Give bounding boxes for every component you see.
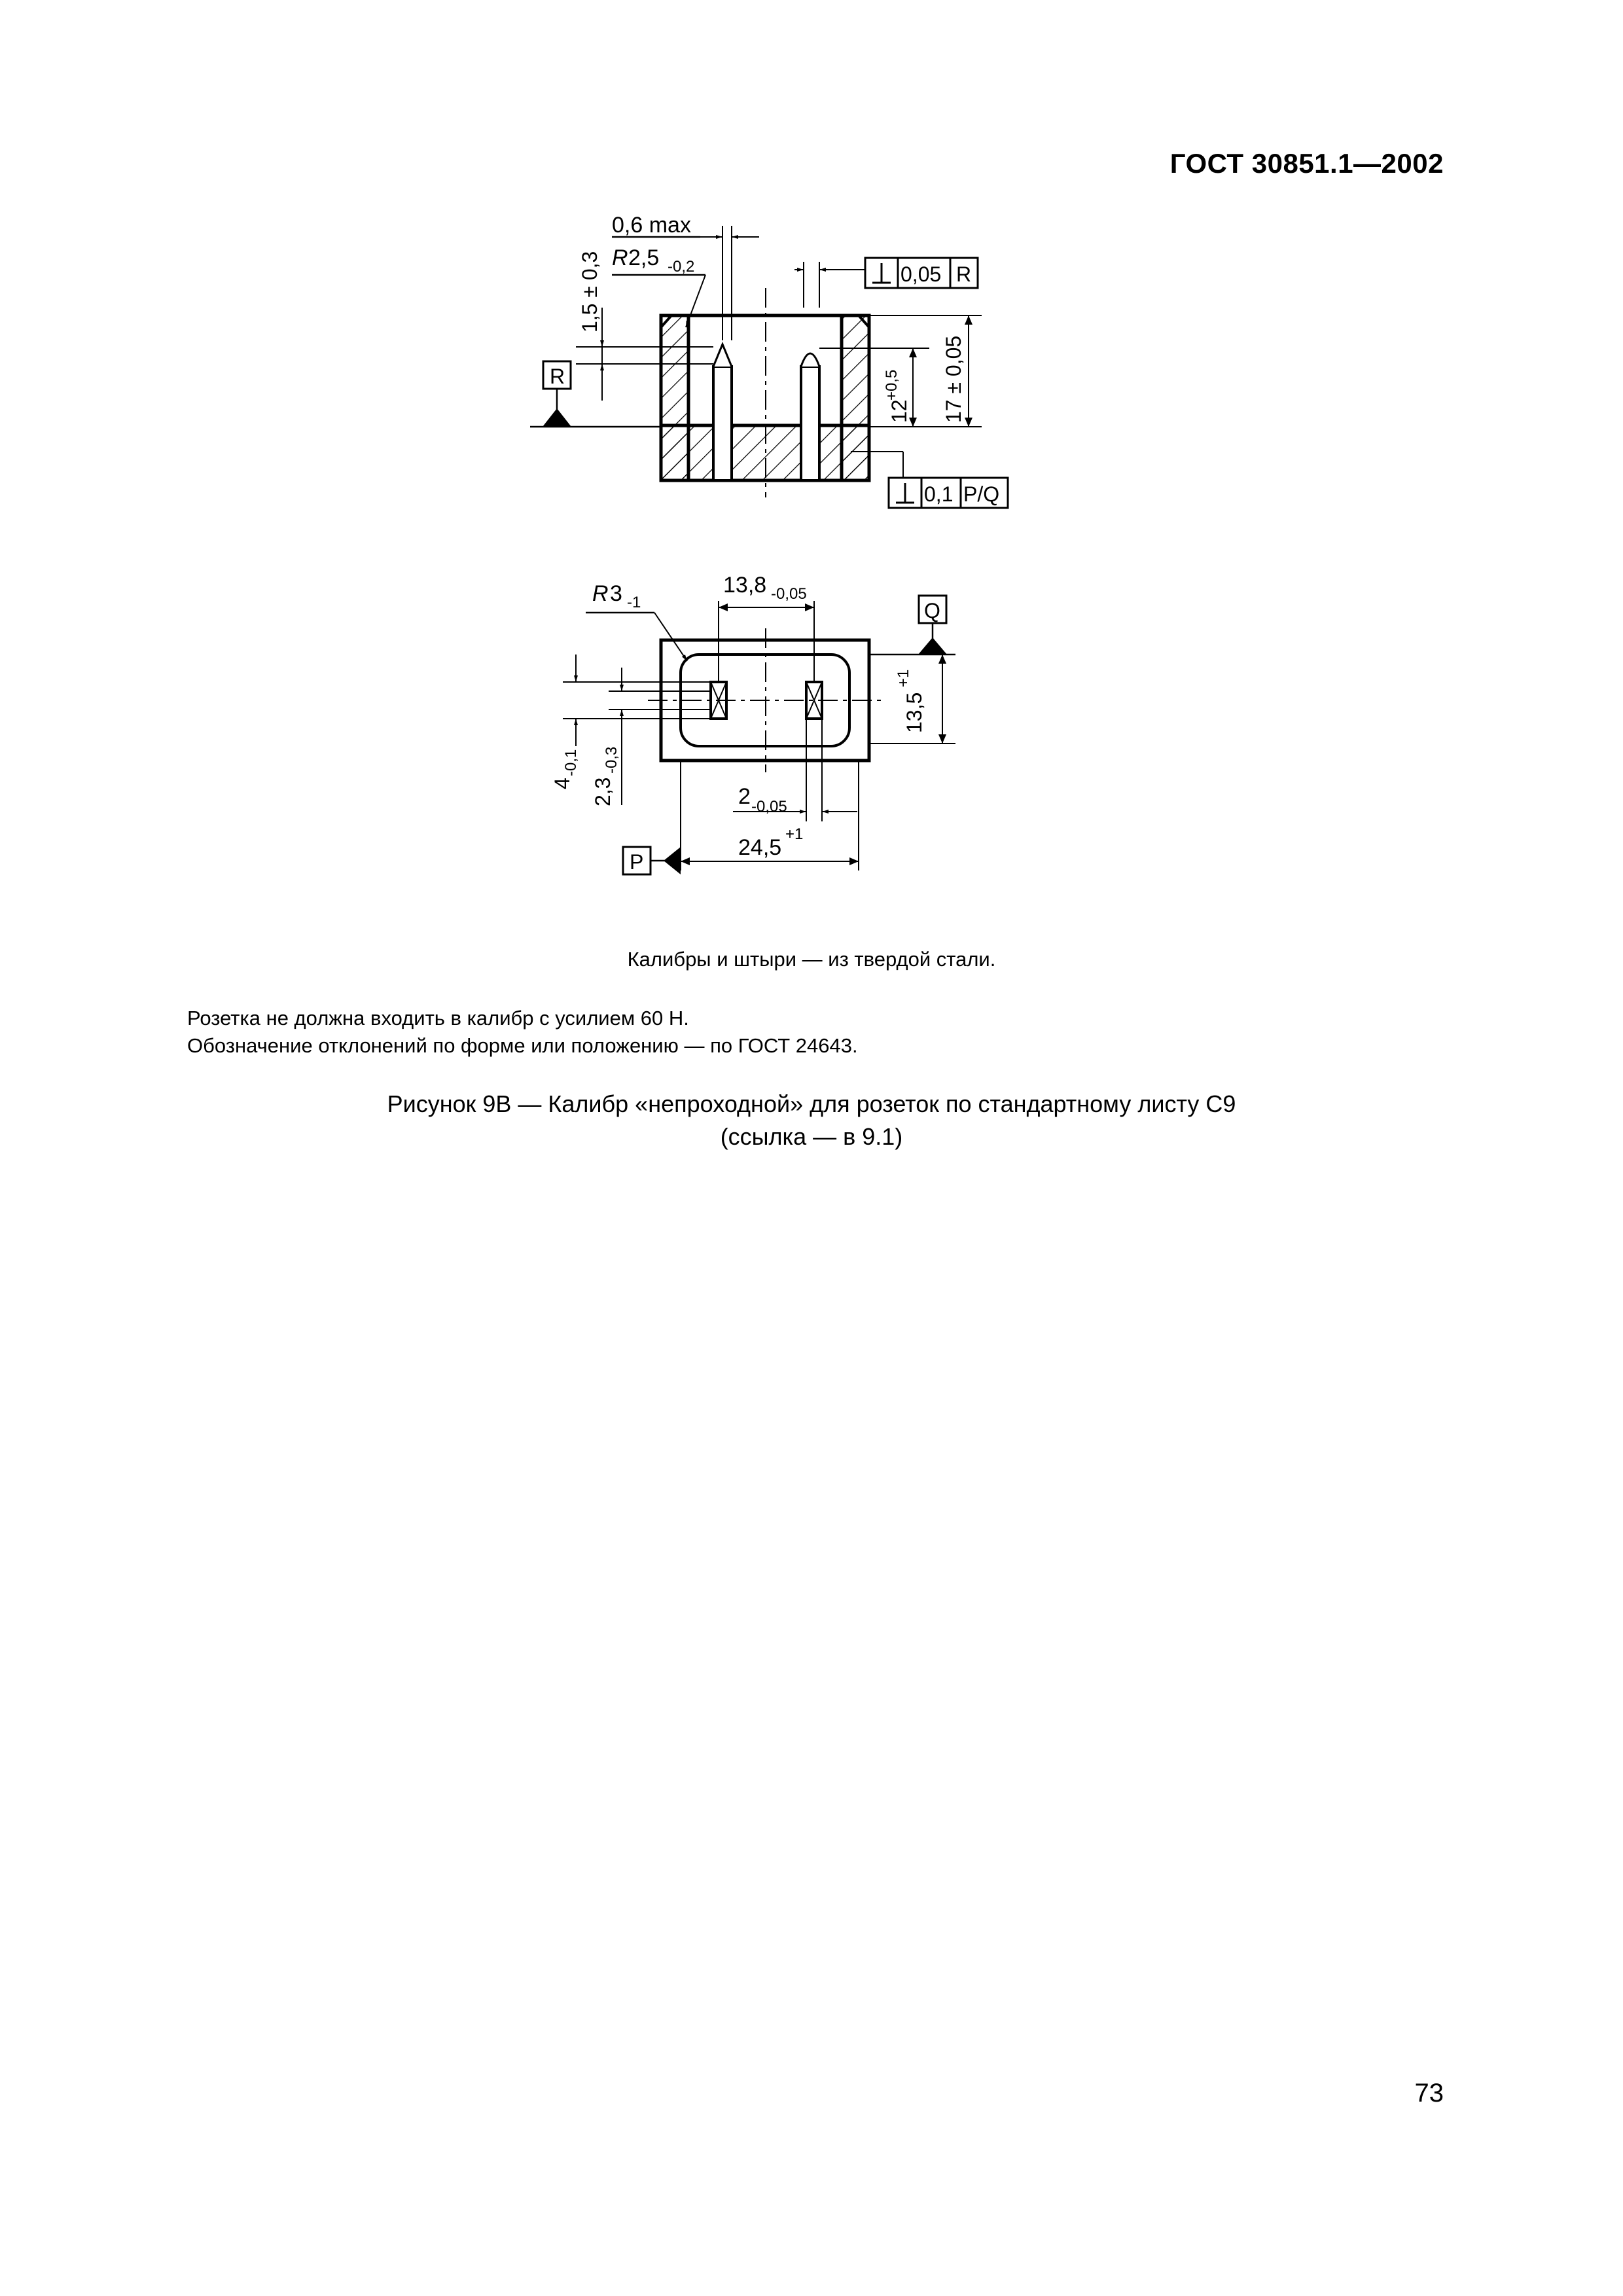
figure-caption-title: Рисунок 9В — Калибр «непроходной» для розеток по стандартному листу С9 bbox=[387, 1090, 1236, 1117]
svg-text:-0,05: -0,05 bbox=[751, 798, 787, 816]
material-note: Калибры и штыри — из твердой стали. bbox=[627, 948, 996, 971]
tolerance-frame-perp-pq bbox=[851, 452, 1008, 508]
svg-text:13,5: 13,5 bbox=[902, 692, 926, 733]
svg-text:4: 4 bbox=[550, 778, 574, 789]
svg-text:13,8: 13,8 bbox=[723, 573, 767, 598]
datum-p bbox=[623, 847, 681, 874]
svg-text:P: P bbox=[630, 850, 644, 874]
svg-text:17 ± 0,05: 17 ± 0,05 bbox=[942, 335, 965, 423]
svg-text:3: 3 bbox=[610, 581, 622, 606]
dim-24-5 bbox=[681, 761, 859, 870]
svg-text:R: R bbox=[956, 262, 972, 286]
gauge-section-body bbox=[661, 288, 869, 497]
document-standard-header: ГОСТ 30851.1—2002 bbox=[1169, 148, 1444, 179]
svg-text:-0,05: -0,05 bbox=[771, 585, 807, 603]
dim-13-5 bbox=[869, 655, 955, 744]
page-number: 73 bbox=[1414, 2079, 1444, 2108]
svg-text:-1: -1 bbox=[627, 594, 641, 611]
svg-text:0,1: 0,1 bbox=[924, 482, 954, 506]
figure-caption-reference: (ссылка — в 9.1) bbox=[720, 1123, 903, 1150]
force-note: Розетка не должна входить в калибр с усилием 60 Н. bbox=[187, 1007, 689, 1030]
plan-view bbox=[550, 573, 955, 874]
svg-text:1,5 ± 0,3: 1,5 ± 0,3 bbox=[578, 251, 601, 332]
svg-text:+1: +1 bbox=[785, 825, 804, 843]
svg-text:-0,2: -0,2 bbox=[668, 258, 695, 276]
svg-text:P/Q: P/Q bbox=[963, 482, 1000, 506]
svg-text:0,05: 0,05 bbox=[901, 262, 942, 286]
svg-text:+1: +1 bbox=[895, 669, 912, 687]
svg-text:12: 12 bbox=[887, 399, 911, 423]
standard-reference-note: Обозначение отклонений по форме или положению — по ГОСТ 24643. bbox=[187, 1034, 858, 1057]
svg-text:2: 2 bbox=[738, 784, 751, 809]
dim-0-6-max: 0,6 max bbox=[612, 213, 691, 238]
svg-text:R: R bbox=[550, 365, 565, 388]
section-view bbox=[530, 213, 1008, 508]
tolerance-frame-perp-r bbox=[794, 258, 978, 308]
svg-text:Q: Q bbox=[924, 599, 940, 622]
svg-text:R: R bbox=[592, 581, 609, 606]
svg-text:-0,1: -0,1 bbox=[562, 749, 580, 776]
datum-q bbox=[869, 596, 955, 655]
datum-r bbox=[530, 361, 661, 427]
svg-text:2,3: 2,3 bbox=[591, 777, 615, 806]
svg-text:+0,5: +0,5 bbox=[883, 369, 901, 401]
svg-text:24,5: 24,5 bbox=[738, 835, 782, 860]
svg-text:-0,3: -0,3 bbox=[603, 746, 620, 774]
svg-text:R: R bbox=[612, 245, 628, 270]
figure-caption bbox=[0, 1088, 1623, 1153]
svg-text:2,5: 2,5 bbox=[628, 245, 660, 270]
